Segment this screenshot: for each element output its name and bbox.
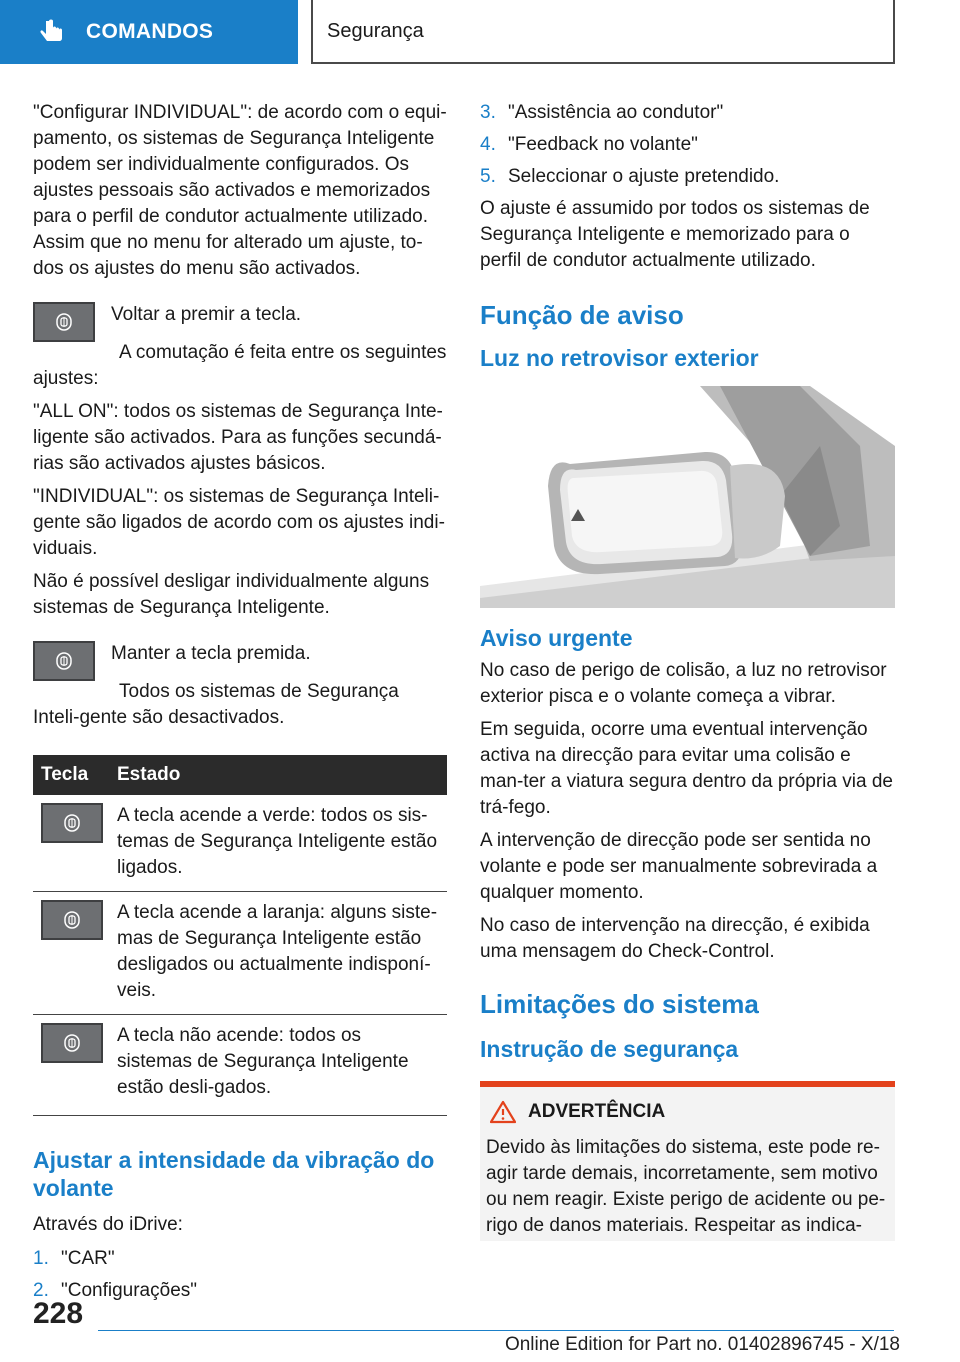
table-header-tecla: Tecla bbox=[33, 755, 109, 795]
section-title: COMANDOS bbox=[86, 20, 214, 43]
steps-list-right bbox=[480, 100, 895, 190]
key1-instruction: Voltar a premir a tecla. bbox=[111, 304, 302, 325]
key1-description: A comutação é feita entre os seguintes ajustes: bbox=[33, 342, 447, 389]
warning-title: ADVERTÊNCIA bbox=[528, 1101, 666, 1122]
subsection-title: Segurança bbox=[311, 0, 895, 64]
list-item: 1. "CAR" bbox=[33, 1248, 115, 1269]
safety-key-button bbox=[33, 302, 95, 342]
key-row-hold bbox=[33, 641, 447, 681]
list-item: 2. "Configurações" bbox=[33, 1280, 198, 1301]
key-row-press-again bbox=[33, 302, 447, 342]
table-header-row bbox=[33, 755, 447, 795]
list-item: 3. "Assistência ao condutor" bbox=[480, 102, 724, 123]
paragraph-all-on: "ALL ON": todos os sistemas de Segurança Inte-ligente são activados. Para as funções secundá-rias são activados ajustes básicos. bbox=[33, 401, 443, 474]
table-row bbox=[33, 795, 447, 892]
left-column bbox=[33, 100, 447, 1310]
heading-luz-retrovisor: Luz no retrovisor exterior bbox=[480, 345, 759, 371]
side-mirror-illustration bbox=[480, 386, 895, 608]
heading-vibration: Ajustar a intensidade da vibração do volante bbox=[33, 1147, 435, 1201]
warning-box bbox=[480, 1081, 895, 1241]
list-item: 5. Seleccionar o ajuste pretendido. bbox=[480, 166, 780, 187]
table-cell-state: A tecla não acende: todos os sistemas de Segurança Inteligente estão desli-gados. bbox=[109, 1015, 447, 1116]
section-tab bbox=[0, 0, 298, 64]
footer-edition: Online Edition for Part no. 01402896745 - X/18 bbox=[504, 1334, 900, 1355]
table-cell-state: A tecla acende a verde: todos os sis-temas de Segurança Inteligente estão ligados. bbox=[109, 795, 447, 892]
warning-triangle-icon bbox=[490, 1100, 516, 1124]
key2-instruction: Manter a tecla premida. bbox=[111, 643, 311, 664]
steering-assist-icon bbox=[56, 652, 72, 670]
steering-assist-icon bbox=[56, 313, 72, 331]
key-state-table bbox=[33, 755, 447, 1116]
hand-pointer-icon bbox=[36, 17, 66, 47]
paragraph-individual: "INDIVIDUAL": os sistemas de Segurança Inteli-gente são ligados de acordo com os ajustes indi-viduais. bbox=[33, 486, 445, 559]
list-item: 4. "Feedback no volante" bbox=[480, 134, 698, 155]
paragraph-urgente-2: Em seguida, ocorre uma eventual intervenção activa na direcção para evitar uma colisão e man-ter a viatura segura dentro da própria via de trá-fego. bbox=[480, 719, 893, 818]
heading-funcao-aviso: Função de aviso bbox=[480, 300, 684, 330]
key-off-icon bbox=[41, 1023, 103, 1063]
page-number: 228 bbox=[33, 1297, 84, 1330]
paragraph-nao-possivel: Não é possível desligar individualmente alguns sistemas de Segurança Inteligente. bbox=[33, 571, 430, 618]
paragraph-configurar: "Configurar INDIVIDUAL": de acordo com o equi-pamento, os sistemas de Segurança Inteligente podem ser individualmente configurados. Os ajustes pessoais são activados e memorizados para o perfil de condutor actualmente utilizado. Assim que no menu for alterado um ajuste, to-dos os ajustes do menu são activados. bbox=[33, 102, 447, 279]
paragraph-urgente-1: No caso de perigo de colisão, a luz no retrovisor exterior pisca e o volante começa a vibrar. bbox=[480, 660, 887, 707]
key-green-icon bbox=[41, 803, 103, 843]
safety-key-button bbox=[33, 641, 95, 681]
steps-list-left bbox=[33, 1246, 447, 1304]
key2-description: Todos os sistemas de Segurança Inteli-gente são desactivados. bbox=[33, 681, 399, 728]
warning-header bbox=[486, 1099, 889, 1125]
warning-text: Devido às limitações do sistema, este pode re-agir tarde demais, incorretamente, sem motivo ou nem reagir. Existe perigo de acidente ou pe-rigo de danos materiais. Respeitar as indica- bbox=[486, 1137, 886, 1236]
right-column bbox=[480, 100, 895, 1241]
heading-limitacoes: Limitações do sistema bbox=[480, 989, 759, 1019]
paragraph-assumed: O ajuste é assumido por todos os sistemas de Segurança Inteligente e memorizado para o perfil de condutor actualmente utilizado. bbox=[480, 198, 870, 271]
table-header-estado: Estado bbox=[109, 755, 447, 795]
table-row bbox=[33, 1015, 447, 1116]
table-cell-state: A tecla acende a laranja: alguns siste-mas de Segurança Inteligente estão desligados ou actualmente indisponí-veis. bbox=[109, 892, 447, 1015]
idrive-intro: Através do iDrive: bbox=[33, 1214, 183, 1235]
key-orange-icon bbox=[41, 900, 103, 940]
footer-divider bbox=[98, 1330, 894, 1331]
paragraph-urgente-3: A intervenção de direcção pode ser sentida no volante e pode ser manualmente sobrevirada a qualquer momento. bbox=[480, 830, 878, 903]
table-row bbox=[33, 892, 447, 1015]
heading-aviso-urgente: Aviso urgente bbox=[480, 625, 633, 651]
paragraph-urgente-4: No caso de intervenção na direcção, é exibida uma mensagem do Check-Control. bbox=[480, 915, 870, 962]
heading-instrucao-seguranca: Instrução de segurança bbox=[480, 1036, 739, 1062]
